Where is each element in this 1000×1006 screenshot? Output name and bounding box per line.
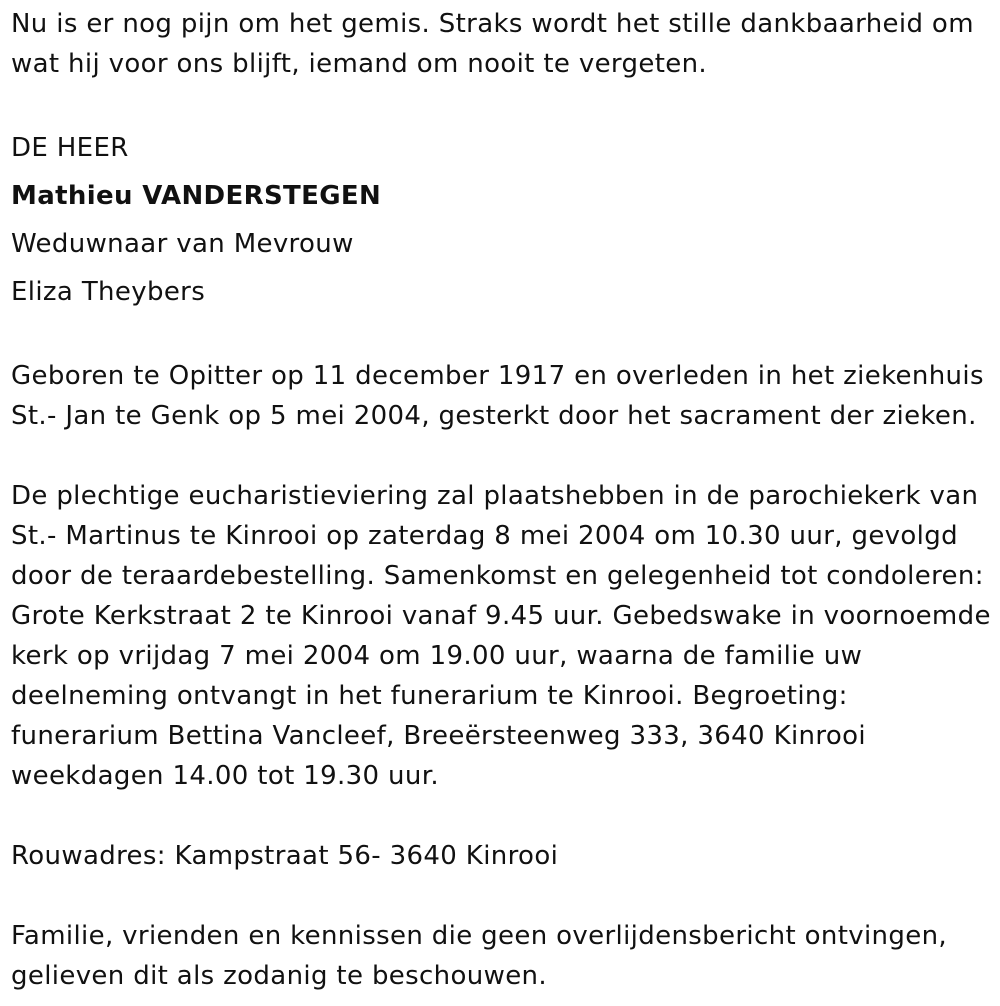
spouse-name: Eliza Theybers — [11, 277, 206, 307]
closing-paragraph: Familie, vrienden en kennissen die geen overlijdensbericht ontvingen, gelieven dit als zodanig te beschouwen. — [11, 921, 948, 991]
ceremony-paragraph: De plechtige eucharistieviering zal plaatshebben in de parochiekerk van St.- Martinus te Kinrooi op zaterdag 8 mei 2004 om 10.30 uur, gevolgd door de teraardebestelling. Samenkomst en gelegenheid tot condoleren: Grote Kerkstraat 2 te Kinrooi vanaf 9.45 uur. Gebedswake in voornoemde kerk op vrijdag 7 mei 2004 om 19.00 uur, waarna de familie uw deelneming ontvangt in het funerarium te Kinrooi. Begroeting: funerarium Bettina Vancleef, Breeërsteenweg 333, 3640 Kinrooi weekdagen 14.00 tot 19.30 uur. — [11, 481, 991, 791]
obituary-document — [11, 4, 996, 996]
spacer — [11, 84, 996, 124]
widower-line: Weduwnaar van Mevrouw — [11, 229, 354, 259]
spacer — [11, 876, 996, 916]
deceased-name: Mathieu VANDERSTEGEN — [11, 181, 382, 211]
spacer — [11, 796, 996, 836]
birth-death-paragraph: Geboren te Opitter op 11 december 1917 en overleden in het ziekenhuis St.- Jan te Genk op 5 mei 2004, gesterkt door het sacrament der zieken. — [11, 361, 984, 431]
opening-quote: Nu is er nog pijn om het gemis. Straks wordt het stille dankbaarheid om wat hij voor ons blijft, iemand om nooit te vergeten. — [11, 9, 974, 79]
spacer — [11, 316, 996, 356]
spacer — [11, 436, 996, 476]
honorific-title: DE HEER — [11, 133, 129, 163]
deceased-block — [11, 124, 996, 316]
mourning-address: Rouwadres: Kampstraat 56- 3640 Kinrooi — [11, 841, 559, 871]
